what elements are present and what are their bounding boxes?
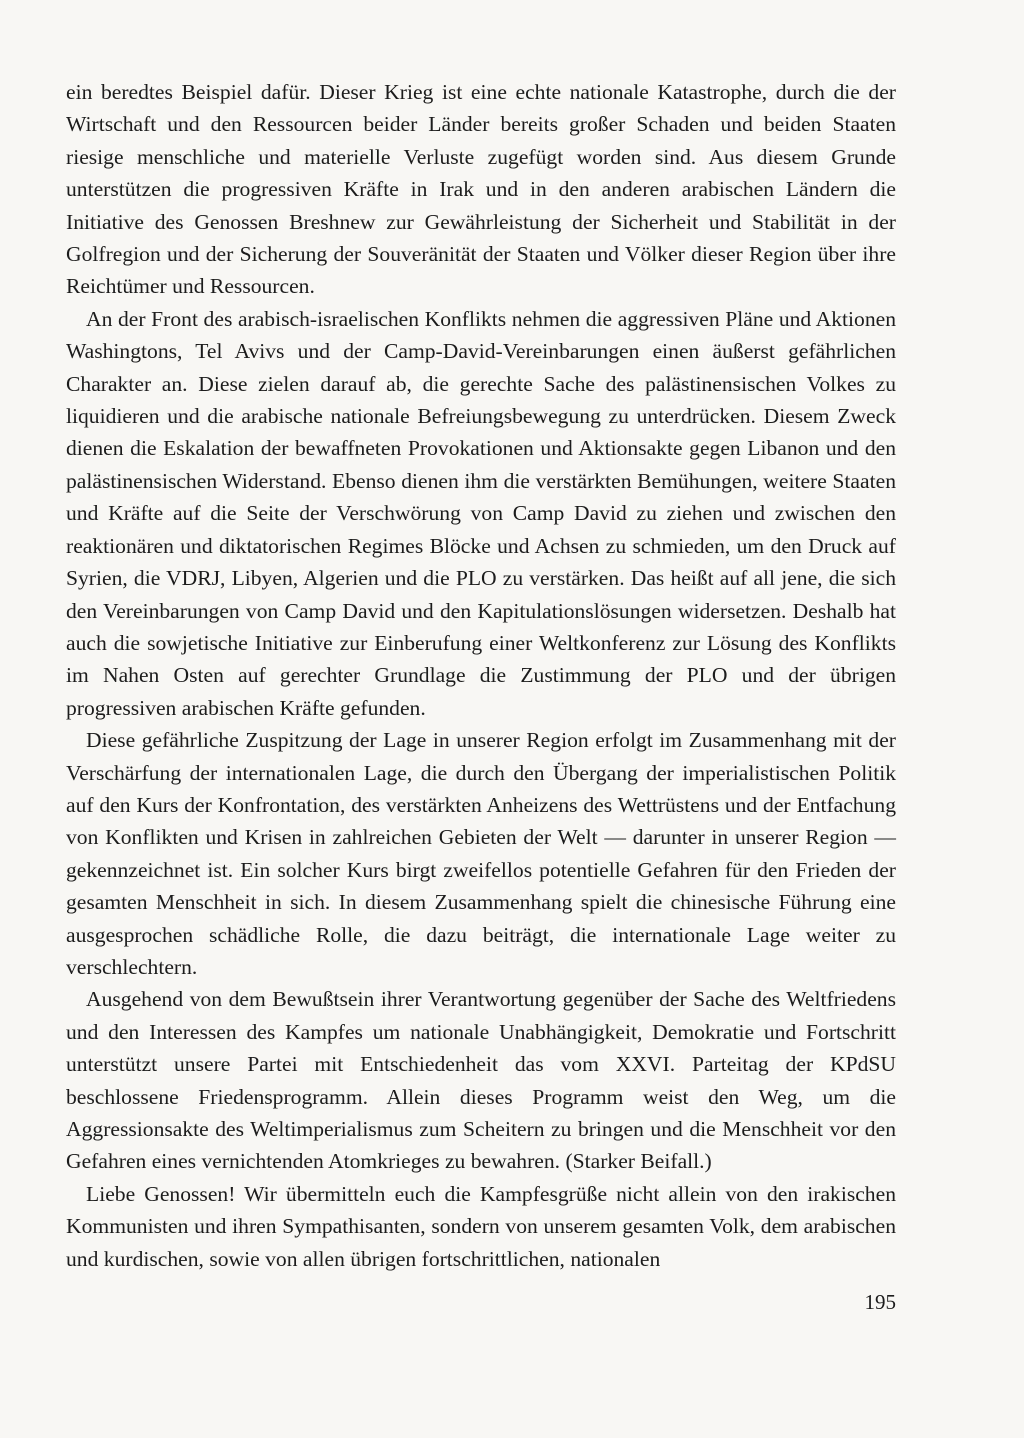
body-text <box>66 76 896 1275</box>
paragraph-1: ein beredtes Beispiel dafür. Dieser Krieg ist eine echte nationale Katastrophe, durch die der Wirtschaft und den Ressourcen beider Länder bereits großer Schaden und beiden Staaten riesige menschliche und materielle Verluste zugefügt worden sind. Aus diesem Grunde unterstützen die progressiven Kräfte in Irak und in den anderen arabischen Ländern die Initiative des Genossen Breshnew zur Gewährleistung der Sicherheit und Stabilität in der Golfregion und der Sicherung der Souveränität der Staaten und Völker dieser Region über ihre Reichtümer und Ressourcen. <box>66 80 896 299</box>
paragraph-3: Diese gefährliche Zuspitzung der Lage in unserer Region erfolgt im Zusammenhang mit der Verschärfung der internationalen Lage, die durch den Übergang der imperialistischen Politik auf den Kurs der Konfrontation, des verstärkten Anheizens des Wettrüstens und der Entfachung von Konflikten und Krisen in zahlreichen Gebieten der Welt — darunter in unserer Region — gekennzeichnet ist. Ein solcher Kurs birgt zweifellos potentielle Gefahren für den Frieden der gesamten Menschheit in sich. In diesem Zusammenhang spielt die chinesische Führung eine ausgesprochen schädliche Rolle, die dazu beiträgt, die internationale Lage weiter zu verschlechtern. <box>66 728 896 979</box>
paragraph-2: An der Front des arabisch-israelischen Konflikts nehmen die aggressiven Pläne und Aktionen Washingtons, Tel Avivs und der Camp-David-Vereinbarungen einen äußerst gefährlichen Charakter an. Diese zielen darauf ab, die gerechte Sache des palästinensischen Volkes zu liquidieren und die arabische nationale Befreiungsbewegung zu unterdrücken. Diesem Zweck dienen die Eskalation der bewaffneten Provokationen und Aktionsakte gegen Libanon und den palästinensischen Widerstand. Ebenso dienen ihm die verstärkten Bemühungen, weitere Staaten und Kräfte auf die Seite der Verschwörung von Camp David zu ziehen und zwischen den reaktionären und diktatorischen Regimes Blöcke und Achsen zu schmieden, um den Druck auf Syrien, die VDRJ, Libyen, Algerien und die PLO zu verstärken. Das heißt auf all jene, die sich den Vereinbarungen von Camp David und den Kapitulationslösungen widersetzen. Deshalb hat auch die sowjetische Initiative zur Einberufung einer Weltkonferenz zur Lösung des Konflikts im Nahen Osten auf gerechter Grundlage die Zustimmung der PLO und der übrigen progressiven arabischen Kräfte gefunden. <box>66 306 896 720</box>
page-number: 195 <box>864 1290 896 1314</box>
paragraph-5: Liebe Genossen! Wir übermitteln euch die Kampfesgrüße nicht allein von den irakischen Kommunisten und ihren Sympathisanten, sondern von unserem gesamten Volk, dem arabischen und kurdischen, sowie von allen übrigen fortschrittlichen, nationalen <box>66 1181 896 1271</box>
paragraph-4: Ausgehend von dem Bewußtsein ihrer Verantwortung gegenüber der Sache des Weltfriedens und den Interessen des Kampfes um nationale Unabhängigkeit, Demokratie und Fortschritt unterstützt unsere Partei mit Entschiedenheit das vom XXVI. Parteitag der KPdSU beschlossene Friedensprogramm. Allein dieses Programm weist den Weg, um die Aggressionsakte des Weltimperialismus zum Scheitern zu bringen und die Menschheit vor den Gefahren eines vernichtenden Atomkrieges zu bewahren. (Starker Beifall.) <box>66 987 896 1174</box>
